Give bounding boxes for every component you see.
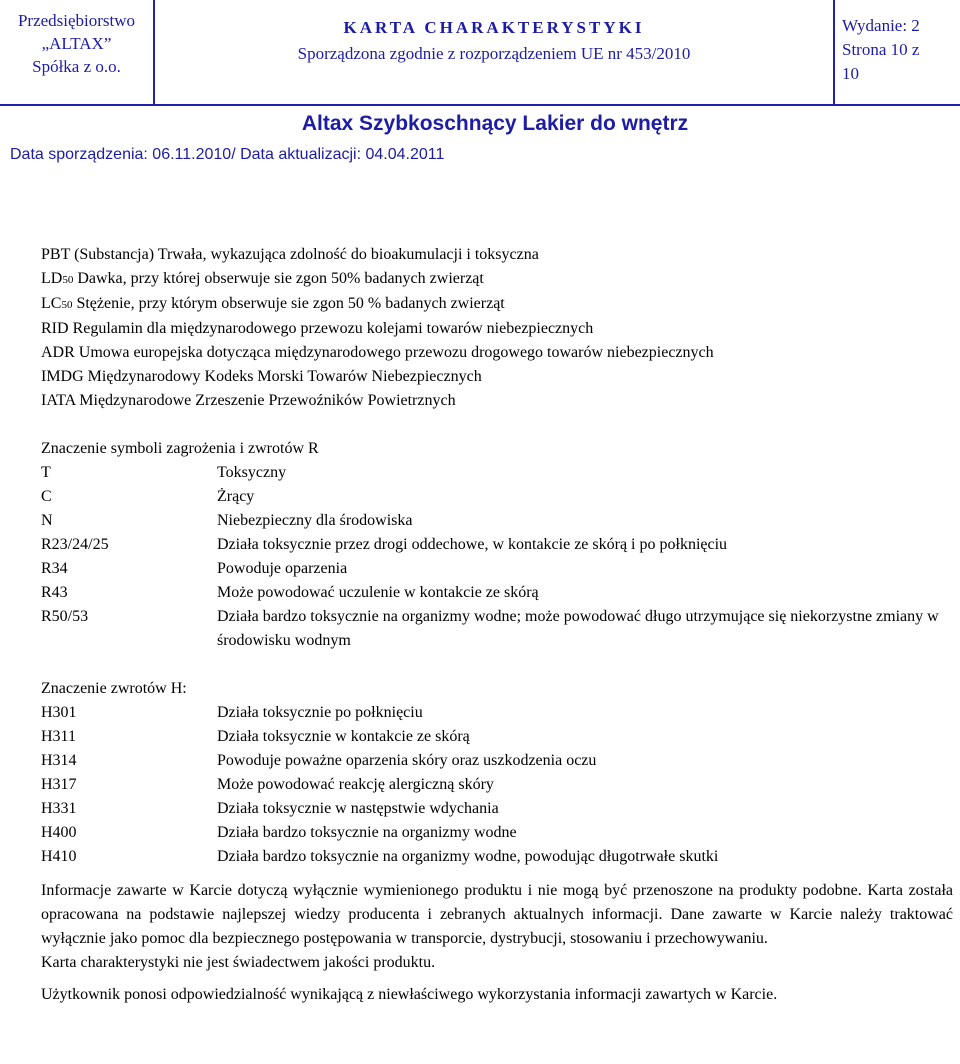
abbreviation-item <box>41 389 953 413</box>
h-phrase-row <box>41 749 953 773</box>
abbreviation-text: Międzynarodowe Zrzeszenie Przewoźników Powietrznych <box>75 392 456 409</box>
phrase-description: Działa bardzo toksycznie na organizmy wodne; może powodować długo utrzymujące się niekorzystne zmiany w środowisku wodnym <box>217 608 939 649</box>
document-title: KARTA CHARAKTERYSTYKI <box>343 18 645 37</box>
h-phrase-row <box>41 845 953 869</box>
phrase-code: R23/24/25 <box>41 536 109 553</box>
abbreviation-text: Stężenie, przy którym obserwuje sie zgon 50 % badanych zwierząt <box>72 295 505 312</box>
phrase-description: Działa toksycznie w następstwie wdychania <box>217 800 499 817</box>
edition-block <box>835 0 960 104</box>
r-phrase-row <box>41 461 953 485</box>
page-total: 10 <box>842 64 859 83</box>
phrase-description: Powoduje poważne oparzenia skóry oraz uszkodzenia oczu <box>217 752 597 769</box>
r-phrase-row <box>41 581 953 605</box>
phrase-code: H301 <box>41 704 77 721</box>
abbreviation-item <box>41 292 953 317</box>
abbreviation-code: IATA <box>41 392 76 409</box>
abbreviation-code: ADR <box>41 344 75 361</box>
abbreviation-text: Regulamin dla międzynarodowego przewozu kolejami towarów niebezpiecznych <box>68 320 594 337</box>
phrase-description: Toksyczny <box>217 464 287 481</box>
document-subtitle: Sporządzona zgodnie z rozporządzeniem UE nr 453/2010 <box>297 44 691 63</box>
abbreviation-code: IMDG <box>41 368 84 385</box>
abbreviation-subscript: 50 <box>62 274 74 286</box>
r-phrase-row <box>41 557 953 581</box>
phrase-description: Działa toksycznie przez drogi oddechowe, w kontakcie ze skórą i po połknięciu <box>217 536 728 553</box>
abbreviation-item <box>41 243 953 267</box>
abbreviation-item <box>41 317 953 341</box>
abbreviation-item <box>41 365 953 389</box>
abbreviation-item <box>41 267 953 292</box>
phrase-code: R50/53 <box>41 608 89 625</box>
phrase-code: H317 <box>41 776 77 793</box>
h-phrase-row <box>41 701 953 725</box>
abbreviation-code: RID <box>41 320 69 337</box>
document-body <box>41 243 953 1007</box>
company-line: Spółka z o.o. <box>32 57 121 76</box>
r-section-heading: Znaczenie symboli zagrożenia i zwrotów R <box>41 440 319 457</box>
abbreviation-text: Umowa europejska dotycząca międzynarodowego przewozu drogowego towarów niebezpiecznych <box>74 344 714 361</box>
h-phrase-row <box>41 821 953 845</box>
abbreviation-item <box>41 341 953 365</box>
phrase-code: C <box>41 488 52 505</box>
phrase-description: Działa bardzo toksycznie na organizmy wodne, powodując długotrwałe skutki <box>217 848 719 865</box>
phrase-code: H331 <box>41 800 77 817</box>
r-phrase-row <box>41 485 953 509</box>
phrase-description: Może powodować uczulenie w kontakcie ze skórą <box>217 584 539 601</box>
phrase-code: R34 <box>41 560 68 577</box>
phrase-description: Powoduje oparzenia <box>217 560 348 577</box>
phrase-description: Działa toksycznie w kontakcie ze skórą <box>217 728 470 745</box>
abbreviations-list <box>41 243 953 413</box>
phrase-code: H314 <box>41 752 77 769</box>
abbreviation-code: PBT <box>41 246 71 263</box>
phrase-description: Może powodować reakcję alergiczną skóry <box>217 776 494 793</box>
edition-label: Wydanie: 2 <box>842 16 920 35</box>
h-phrases-list <box>41 701 953 869</box>
r-phrase-row <box>41 533 953 557</box>
r-phrases-list <box>41 461 953 653</box>
abbreviation-text: Międzynarodowy Kodeks Morski Towarów Niebezpiecznych <box>83 368 482 385</box>
h-phrase-row <box>41 773 953 797</box>
abbreviation-code: LC <box>41 295 62 312</box>
header-title-block <box>155 0 835 104</box>
quality-note: Karta charakterystyki nie jest świadectwem jakości produktu. <box>41 954 436 971</box>
h-phrase-row <box>41 797 953 821</box>
phrase-code: H311 <box>41 728 76 745</box>
phrase-code: H410 <box>41 848 77 865</box>
h-section-heading: Znaczenie zwrotów H: <box>41 680 187 697</box>
product-name: Altax Szybkoschnący Lakier do wnętrz <box>301 112 689 135</box>
company-name <box>0 0 155 104</box>
disclaimer-paragraph: Informacje zawarte w Karcie dotyczą wyłącznie wymienionego produktu i nie mogą być przenoszone na produkty podobne. Karta została opracowana na podstawie najlepszej wiedzy producenta i zebranych aktualnych informacji. Dane zawarte w Karcie należy traktować wyłącznie jako pomoc dla bezpiecznego postępowania w transporcie, dystrybucji, stosowaniu i przechowywaniu. <box>41 882 953 947</box>
document-header <box>0 0 960 106</box>
phrase-description: Żrący <box>217 488 255 505</box>
h-phrase-row <box>41 725 953 749</box>
phrase-code: R43 <box>41 584 68 601</box>
phrase-description: Działa toksycznie po połknięciu <box>217 704 423 721</box>
r-phrase-row <box>41 605 953 653</box>
abbreviation-text: Dawka, przy której obserwuje sie zgon 50% badanych zwierząt <box>73 270 484 287</box>
document-dates: Data sporządzenia: 06.11.2010/ Data aktualizacji: 04.04.2011 <box>10 146 445 163</box>
page-number: Strona 10 z <box>842 40 920 59</box>
abbreviation-code: LD <box>41 270 63 287</box>
responsibility-note: Użytkownik ponosi odpowiedzialność wynikającą z niewłaściwego wykorzystania informacji zawartych w Karcie. <box>41 986 778 1003</box>
phrase-description: Niebezpieczny dla środowiska <box>217 512 413 529</box>
phrase-description: Działa bardzo toksycznie na organizmy wodne <box>217 824 517 841</box>
company-line: „ALTAX” <box>41 34 112 53</box>
phrase-code: N <box>41 512 53 529</box>
r-phrase-row <box>41 509 953 533</box>
company-line: Przedsiębiorstwo <box>17 11 136 30</box>
phrase-code: T <box>41 464 51 481</box>
abbreviation-subscript: 50 <box>61 299 73 311</box>
abbreviation-text: (Substancja) Trwała, wykazująca zdolność do bioakumulacji i toksyczna <box>70 246 539 263</box>
phrase-code: H400 <box>41 824 77 841</box>
